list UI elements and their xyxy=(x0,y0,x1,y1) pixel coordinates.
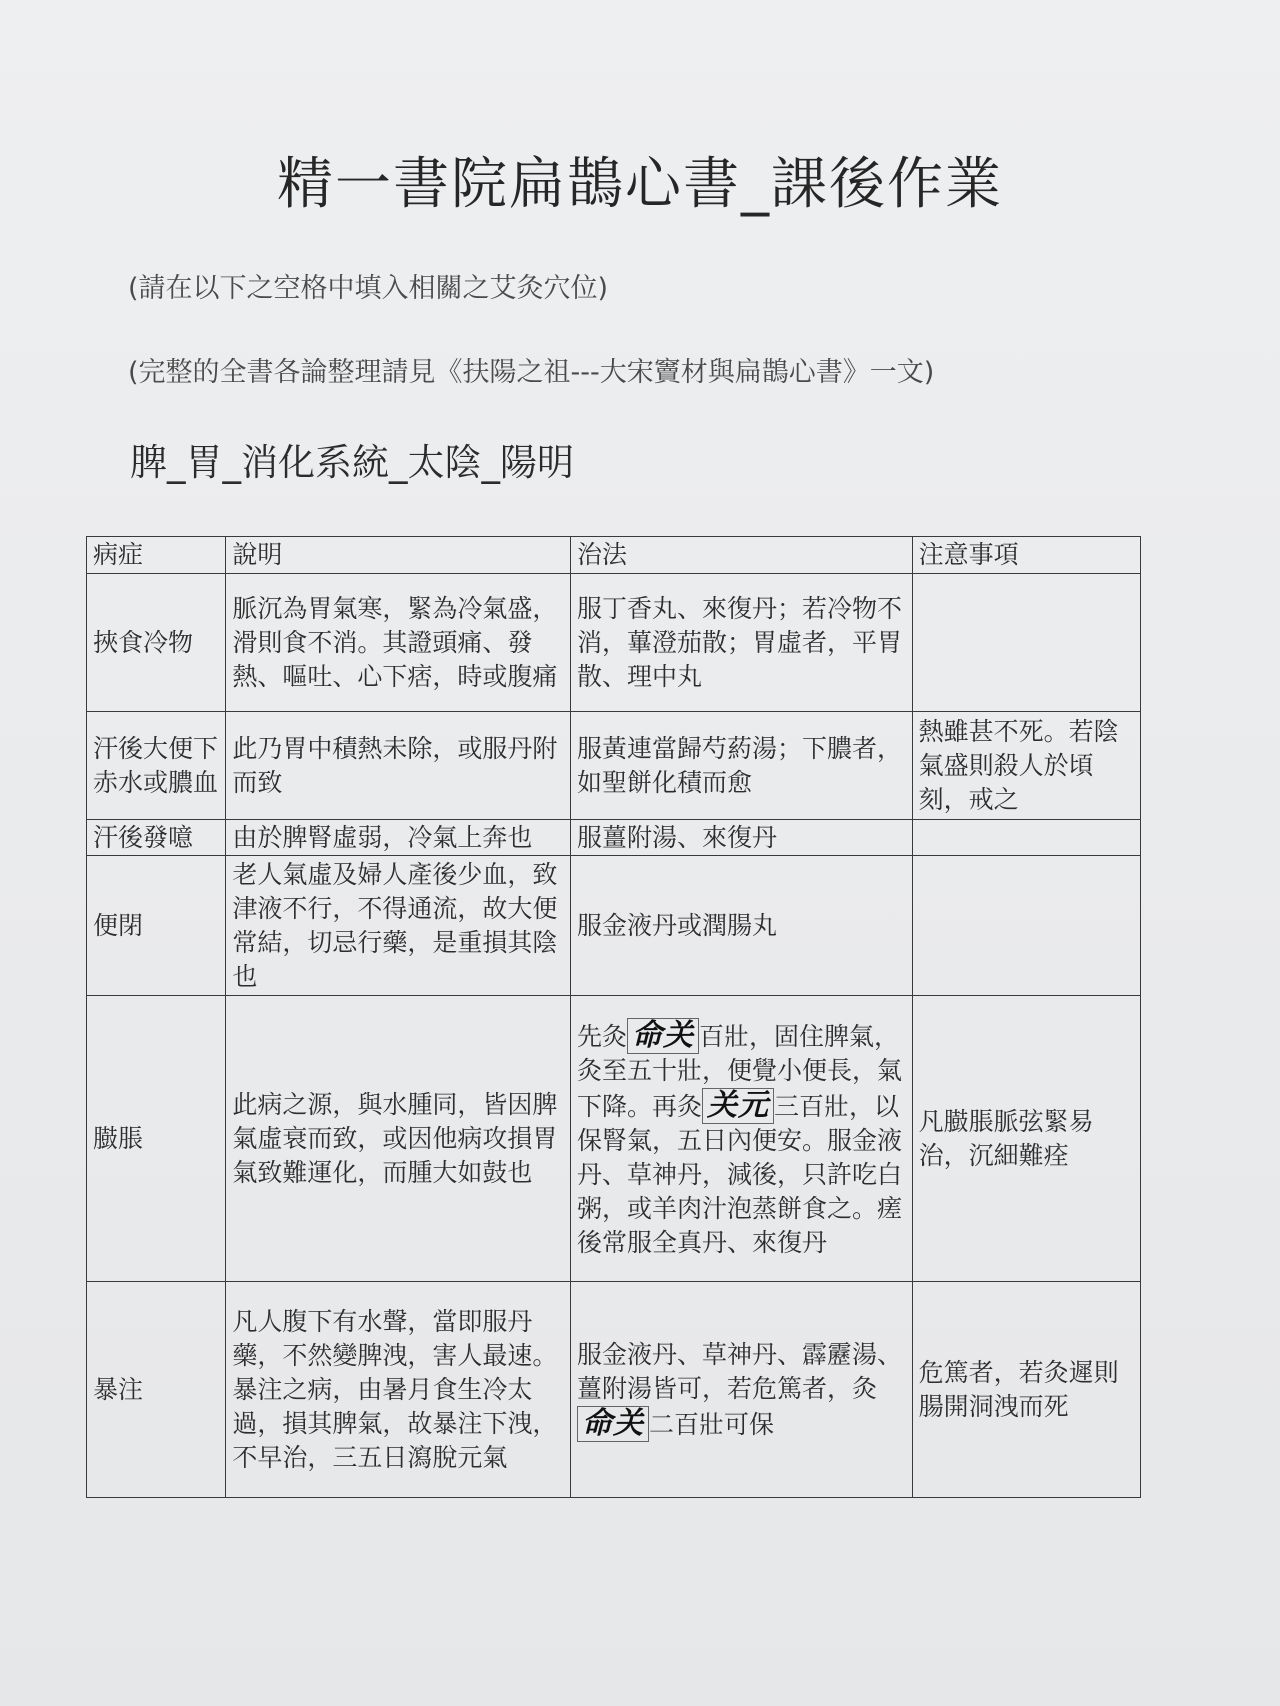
description-cell: 凡人腹下有水聲，當即服丹藥，不然變脾洩，害人最速。暴注之病，由暑月食生冷太過，損其脾氣，故暴注下洩，不早治，三五日瀉脫元氣 xyxy=(226,1282,571,1498)
reference-note: (完整的全書各論整理請見《扶陽之祖---大宋竇材與扁鵲心書》一文) xyxy=(128,357,935,388)
table-row xyxy=(87,712,1141,820)
description-cell: 脈沉為胃氣寒，緊為冷氣盛，滑則食不消。其證頭痛、發熱、嘔吐、心下痞，時或腹痛 xyxy=(226,574,571,712)
table-row xyxy=(87,996,1141,1282)
handwritten-acupoint-answer: 关元 xyxy=(702,1088,774,1124)
treatment-cell: 服丁香丸、來復丹；若冷物不消，蓽澄茄散；胃虛者，平胃散、理中丸 xyxy=(570,574,912,712)
caution-cell: 熱雖甚不死。若陰氣盛則殺人於頃刻，戒之 xyxy=(912,712,1140,820)
handwritten-acupoint-answer: 命关 xyxy=(627,1018,699,1054)
disease-cell: 暴注 xyxy=(87,1282,226,1498)
disease-cell: 挾食冷物 xyxy=(87,574,226,712)
treatment-text: 三百壯，以保腎氣，五日內便安。服金液丹、草神丹，減後，只許吃白粥，或羊肉汁泡蒸餅食之。瘥後常服全真丹、來復丹 xyxy=(576,1091,902,1257)
instruction-note: (請在以下之空格中填入相關之艾灸穴位) xyxy=(128,273,609,304)
treatment-cell: 服金液丹或潤腸丸 xyxy=(570,856,912,996)
table-row xyxy=(87,574,1141,712)
treatment-text: 二百壯可保 xyxy=(648,1409,774,1439)
description-cell: 此乃胃中積熱未除，或服丹附而致 xyxy=(226,712,571,820)
caution-cell xyxy=(912,820,1140,856)
table-header-row xyxy=(87,537,1141,574)
description-cell: 老人氣虛及婦人產後少血，致津液不行，不得通流，故大便常結，切忌行藥，是重損其陰也 xyxy=(226,856,571,996)
description-cell: 此病之源，與水腫同，皆因脾氣虛衰而致，或因他病攻損胃氣致難運化，而腫大如鼓也 xyxy=(226,996,571,1282)
caution-cell xyxy=(912,856,1140,996)
treatment-text: 百壯，固住脾氣，灸至五十壯，便覺小便長，氣下降。再灸 xyxy=(576,1021,902,1121)
treatment-text: 服金液丹、草神丹、霹靂湯、薑附湯皆可，若危篤者，灸 xyxy=(576,1339,902,1403)
disease-cell: 臌脹 xyxy=(87,996,226,1282)
page-title: 精一書院扁鵲心書_課後作業 xyxy=(277,152,1003,217)
header-caution: 注意事項 xyxy=(912,537,1140,574)
table-row xyxy=(87,820,1141,856)
treatment-text: 先灸 xyxy=(576,1021,627,1051)
section-title: 脾_胃_消化系統_太陰_陽明 xyxy=(130,441,574,484)
acupoint-table xyxy=(86,536,1141,1498)
caution-cell xyxy=(912,574,1140,712)
handwritten-acupoint-answer: 命关 xyxy=(577,1406,649,1442)
disease-cell: 便閉 xyxy=(87,856,226,996)
treatment-cell: 服薑附湯、來復丹 xyxy=(570,820,912,856)
caution-cell: 凡臌脹脈弦緊易治，沉細難痊 xyxy=(912,996,1140,1282)
header-description: 說明 xyxy=(226,537,571,574)
disease-cell: 汗後大便下赤水或膿血 xyxy=(87,712,226,820)
table-row xyxy=(87,856,1141,996)
caution-cell: 危篤者，若灸遲則腸開洞洩而死 xyxy=(912,1282,1140,1498)
treatment-cell xyxy=(570,1282,912,1498)
header-treatment: 治法 xyxy=(570,537,912,574)
treatment-cell xyxy=(570,996,912,1282)
table-row xyxy=(87,1282,1141,1498)
description-cell: 由於脾腎虛弱，冷氣上奔也 xyxy=(226,820,571,856)
header-disease: 病症 xyxy=(87,537,226,574)
disease-cell: 汗後發噫 xyxy=(87,820,226,856)
treatment-cell: 服黃連當歸芍葯湯；下膿者，如聖餅化積而愈 xyxy=(570,712,912,820)
